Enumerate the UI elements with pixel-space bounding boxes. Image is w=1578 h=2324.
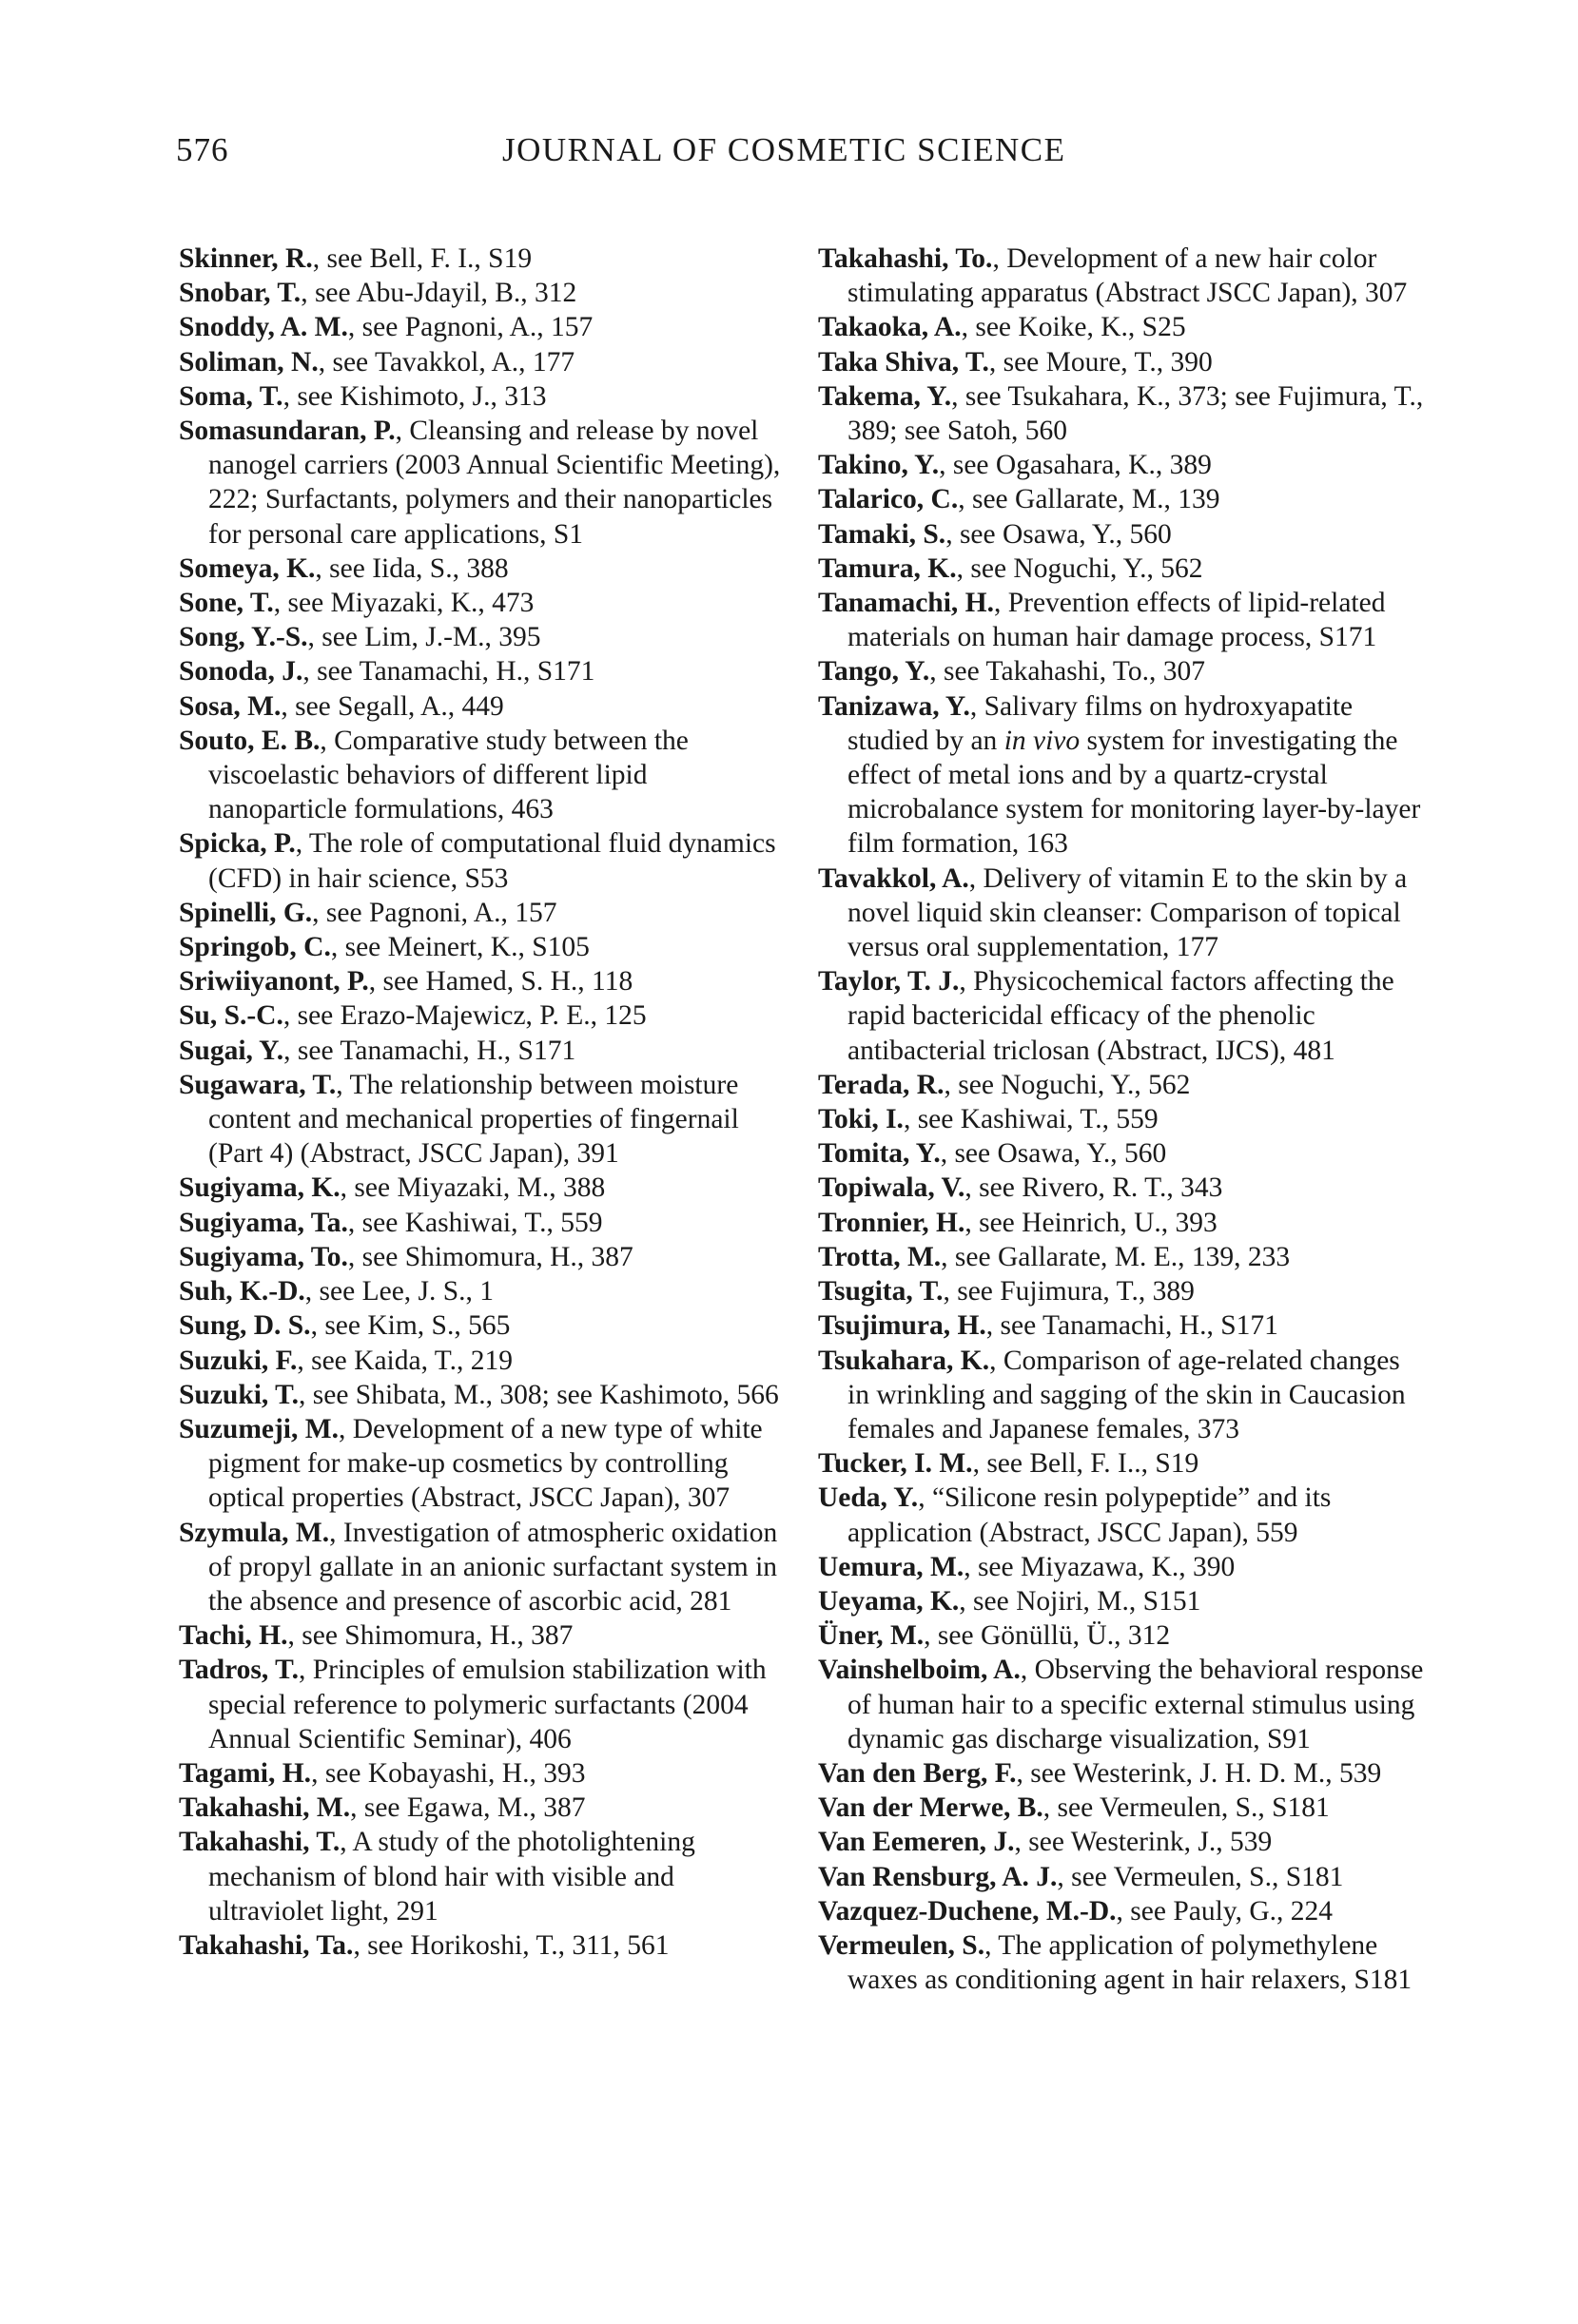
index-entry	[818, 1171, 1427, 1205]
author-name: Suh, K.-D.	[179, 1276, 305, 1307]
author-name: Tachi, H.	[179, 1620, 288, 1652]
author-name: Suzumeji, M.	[179, 1413, 339, 1444]
author-name: Tomita, Y.	[818, 1138, 941, 1170]
entry-text: , see Shibata, M., 308; see Kashimoto, 566	[299, 1379, 779, 1410]
author-name: Takahashi, To.	[818, 243, 993, 274]
entry-text: , see Erazo-Majewicz, P. E., 125	[282, 1000, 647, 1032]
author-name: Tango, Y.	[818, 656, 930, 688]
index-entry	[179, 1825, 788, 1928]
entry-text: , see Pagnoni, A., 157	[347, 312, 594, 343]
author-name: Someya, K.	[179, 552, 316, 584]
author-name: Takahashi, Ta.	[179, 1929, 354, 1961]
author-name: Takema, Y.	[818, 380, 952, 412]
entry-text: , Observing the behavioral response of human hair to a specific external stimulus using dynamic gas discharge visualization, S91	[847, 1655, 1424, 1754]
index-entry	[179, 930, 788, 964]
author-name: Terada, R.	[818, 1069, 945, 1100]
index-entry	[818, 1928, 1427, 1997]
index-entry	[818, 379, 1427, 448]
entry-text: , see Pauly, G., 224	[1116, 1895, 1334, 1927]
index-entry	[818, 1825, 1427, 1859]
index-entry	[179, 1928, 788, 1963]
author-name: Spicka, P.	[179, 828, 296, 860]
index-entry	[179, 310, 788, 344]
entry-text: , see Gallarate, M. E., 139, 233	[941, 1241, 1291, 1272]
index-entry	[818, 586, 1427, 654]
index-entry	[818, 1791, 1427, 1825]
entry-text: , see Tanamachi, H., S171	[283, 1035, 576, 1066]
page-number: 576	[176, 131, 229, 168]
entry-text: , see Egawa, M., 387	[350, 1792, 586, 1824]
entry-text: , see Vermeulen, S., S181	[1042, 1792, 1330, 1824]
entry-text: , see Kim, S., 565	[310, 1310, 511, 1342]
author-name: Tsugita, T.	[818, 1276, 944, 1307]
author-name: Takahashi, T.	[179, 1827, 341, 1858]
author-name: Sung, D. S.	[179, 1310, 311, 1342]
index-entry	[818, 552, 1427, 586]
author-name: Sone, T.	[179, 588, 274, 619]
index-entry	[179, 1378, 788, 1412]
author-name: Tagami, H.	[179, 1757, 312, 1789]
entry-text: , see Miyazawa, K., 390	[964, 1551, 1236, 1582]
entry-text: , see Ogasahara, K., 389	[939, 450, 1212, 481]
index-entry	[818, 1206, 1427, 1240]
author-name: Tamaki, S.	[818, 518, 946, 550]
index-column-right	[818, 242, 1427, 1997]
author-name: Tsujimura, H.	[818, 1310, 986, 1342]
author-name: Tanizawa, Y.	[818, 690, 970, 722]
author-name: Skinner, R.	[179, 243, 313, 274]
author-name: Suzuki, F.	[179, 1345, 298, 1376]
entry-text: , see Lee, J. S., 1	[304, 1276, 495, 1307]
entry-text: , see Takahashi, To., 307	[929, 656, 1205, 688]
index-entry	[818, 1068, 1427, 1102]
author-name: Toki, I.	[818, 1104, 904, 1135]
author-name: Van den Berg, F.	[818, 1757, 1017, 1789]
author-name: Takino, Y.	[818, 450, 940, 481]
entry-text: , Investigation of atmospheric oxidation of propyl gallate in an anionic surfactant system in the absence and presence of ascorbic acid, 281	[208, 1517, 778, 1617]
author-name: Trotta, M.	[818, 1241, 942, 1272]
index-entry	[818, 482, 1427, 516]
author-name: Snobar, T.	[179, 278, 302, 309]
entry-text: , see Moure, T., 390	[988, 346, 1213, 378]
entry-text: , see Fujimura, T., 389	[943, 1276, 1195, 1307]
entry-text: , Physicochemical factors affecting the rapid bactericidal efficacy of the phenolic antibacterial triclosan (Abstract, IJCS), 481	[847, 966, 1394, 1066]
author-name: Tsukahara, K.	[818, 1345, 990, 1376]
index-entry	[179, 1756, 788, 1791]
author-name: Vermeulen, S.	[818, 1929, 985, 1961]
index-entry	[818, 1274, 1427, 1308]
entry-text: , Comparative study between the viscoelastic behaviors of different lipid nanoparticle formulations, 463	[208, 725, 689, 825]
entry-text: , see Osawa, Y., 560	[940, 1138, 1167, 1170]
author-name: Takaoka, A.	[818, 312, 962, 343]
author-name: Taylor, T. J.	[818, 966, 960, 997]
author-name: Talarico, C.	[818, 484, 959, 515]
author-name: Van Eemeren, J.	[818, 1827, 1015, 1858]
author-name: Uemura, M.	[818, 1551, 964, 1582]
entry-text: , see Bell, F. I., S19	[312, 243, 533, 274]
index-entry	[179, 1791, 788, 1825]
index-entry	[818, 242, 1427, 310]
index-entry	[179, 1068, 788, 1172]
index-entry	[818, 1550, 1427, 1584]
index-entry	[179, 1516, 788, 1619]
index-entry	[818, 1240, 1427, 1274]
entry-text: , see Kaida, T., 219	[297, 1345, 514, 1376]
index-entry	[818, 1136, 1427, 1171]
index-entry	[179, 1412, 788, 1516]
index-entry	[179, 1034, 788, 1068]
author-name: Su, S.-C.	[179, 1000, 283, 1032]
index-entry	[179, 1653, 788, 1756]
index-entry	[179, 345, 788, 379]
entry-text: , see Shimomura, H., 387	[287, 1620, 574, 1652]
author-name: Taka Shiva, T.	[818, 346, 989, 378]
index-entry	[179, 724, 788, 827]
index-entry	[179, 552, 788, 586]
index-entry	[179, 242, 788, 276]
entry-text: , The relationship between moisture content and mechanical properties of fingernail (Part 4) (Abstract, JSCC Japan), 391	[208, 1069, 739, 1170]
entry-text: , see Pagnoni, A., 157	[312, 897, 557, 928]
index-entry	[179, 1308, 788, 1343]
index-entry	[818, 1653, 1427, 1756]
entry-text: , see Hamed, S. H., 118	[368, 966, 633, 997]
entry-text: , see Westerink, J. H. D. M., 539	[1016, 1757, 1382, 1789]
entry-text: , see Tanamachi, H., S171	[985, 1310, 1278, 1342]
entry-text: , The role of computational fluid dynamics (CFD) in hair science, S53	[208, 828, 776, 894]
index-entry	[818, 1756, 1427, 1791]
entry-text: , see Kashiwai, T., 559	[903, 1104, 1159, 1135]
index-entry	[179, 414, 788, 552]
index-entry	[179, 1274, 788, 1308]
author-name: Takahashi, M.	[179, 1792, 351, 1824]
author-name: Sugawara, T.	[179, 1069, 337, 1100]
author-name: Sriwiiyanont, P.	[179, 966, 369, 997]
author-name: Somasundaran, P.	[179, 416, 396, 447]
index-entry	[179, 1171, 788, 1205]
author-name: Sugai, Y.	[179, 1035, 284, 1066]
entry-text: , see Segall, A., 449	[281, 690, 504, 722]
entry-text: , Cleansing and release by novel nanogel carriers (2003 Annual Scientific Meeting), 222; Surfactants, polymers and their nanoparticles for personal care applications, S1	[208, 416, 781, 550]
index-entry	[818, 1860, 1427, 1894]
index-entry	[818, 1584, 1427, 1618]
index-entry	[818, 689, 1427, 862]
author-name: Tavakkol, A.	[818, 862, 969, 894]
entry-text: , A study of the photolightening mechanism of blond hair with visible and ultraviolet light, 291	[208, 1827, 695, 1927]
index-entry	[818, 1308, 1427, 1343]
index-entry	[179, 1240, 788, 1274]
author-name: Sugiyama, Ta.	[179, 1207, 348, 1238]
entry-text: , see Kishimoto, J., 313	[282, 380, 547, 412]
index-entry	[179, 964, 788, 998]
author-name: Szymula, M.	[179, 1517, 330, 1548]
index-entry	[179, 896, 788, 930]
index-entry	[818, 1102, 1427, 1136]
author-name: Tamura, K.	[818, 552, 957, 584]
entry-text: , see Gönüllü, Ü., 312	[924, 1620, 1171, 1652]
index-entry	[179, 586, 788, 620]
entry-text: , see Horikoshi, T., 311, 561	[353, 1929, 670, 1961]
author-name: Üner, M.	[818, 1620, 925, 1652]
entry-text: , see Abu-Jdayil, B., 312	[301, 278, 577, 309]
index-entry	[818, 1894, 1427, 1928]
entry-text: , Salivary films on hydroxyapatite studied by an in vivo system for investigating the effect of metal ions and by a quartz-crystal microbalance system for monitoring layer-by-layer film formation, 163	[847, 690, 1421, 860]
index-entry	[179, 654, 788, 688]
author-name: Soma, T.	[179, 380, 283, 412]
entry-text: , Development of a new type of white pigment for make-up cosmetics by controlling optical properties (Abstract, JSCC Japan), 307	[208, 1413, 763, 1514]
entry-text: , see Miyazaki, M., 388	[340, 1172, 606, 1204]
author-name: Tadros, T.	[179, 1655, 299, 1686]
author-name: Sugiyama, To.	[179, 1241, 348, 1272]
author-name: Springob, C.	[179, 932, 331, 963]
entry-text: , see Noguchi, Y., 562	[944, 1069, 1191, 1100]
entry-text: , Principles of emulsion stabilization with special reference to polymeric surfactants (2004 Annual Scientific Seminar), 406	[208, 1655, 767, 1754]
author-name: Ueyama, K.	[818, 1585, 960, 1617]
running-title: JOURNAL OF COSMETIC SCIENCE	[502, 131, 1066, 168]
entry-text: , “Silicone resin polypeptide” and its application (Abstract, JSCC Japan), 559	[847, 1482, 1332, 1548]
index-entry	[818, 310, 1427, 344]
entry-text: , Prevention effects of lipid-related materials on human hair damage process, S171	[847, 588, 1386, 653]
author-name: Snoddy, A. M.	[179, 312, 348, 343]
index-entry	[818, 517, 1427, 552]
entry-text: , see Noguchi, Y., 562	[956, 552, 1203, 584]
author-name: Vazquez-Duchene, M.-D.	[818, 1895, 1117, 1927]
author-name: Tronnier, H.	[818, 1207, 965, 1238]
author-name: Souto, E. B.	[179, 725, 321, 756]
entry-text: , see Miyazaki, K., 473	[273, 588, 535, 619]
entry-text: , The application of polymethylene waxes as conditioning agent in hair relaxers, S181	[847, 1929, 1412, 1996]
page-header	[0, 131, 1578, 179]
entry-text: , see Lim, J.-M., 395	[307, 622, 541, 653]
author-name: Tucker, I. M.	[818, 1448, 973, 1480]
index-entry	[179, 1344, 788, 1378]
entry-text: , see Kobayashi, H., 393	[311, 1757, 586, 1789]
entry-text: , see Iida, S., 388	[315, 552, 509, 584]
entry-text: , see Nojiri, M., S151	[959, 1585, 1201, 1617]
entry-text: , see Tavakkol, A., 177	[318, 346, 575, 378]
index-entry	[179, 1206, 788, 1240]
entry-text: , see Tanamachi, H., S171	[302, 656, 595, 688]
entry-text: , Comparison of age-related changes in wrinkling and sagging of the skin in Caucasion females and Japanese females, 373	[847, 1345, 1406, 1444]
entry-text: , see Koike, K., S25	[961, 312, 1186, 343]
index-entry	[179, 1618, 788, 1653]
index-entry	[818, 1618, 1427, 1653]
index-entry	[818, 1481, 1427, 1549]
entry-text: , Delivery of vitamin E to the skin by a novel liquid skin cleanser: Comparison of topical versus oral supplementation, 177	[847, 862, 1408, 963]
index-entry	[179, 276, 788, 310]
entry-text: , see Heinrich, U., 393	[964, 1207, 1218, 1238]
entry-text: , see Tsukahara, K., 373; see Fujimura, T., 389; see Satoh, 560	[847, 380, 1424, 447]
index-entry	[818, 964, 1427, 1068]
author-name: Topiwala, V.	[818, 1172, 965, 1204]
index-entry	[818, 345, 1427, 379]
index-entry	[179, 826, 788, 895]
author-name: Sugiyama, K.	[179, 1172, 341, 1204]
entry-text: , see Gallarate, M., 139	[958, 484, 1220, 515]
author-name: Vainshelboim, A.	[818, 1655, 1021, 1686]
index-entry	[179, 620, 788, 654]
author-name: Sosa, M.	[179, 690, 282, 722]
index-entry	[818, 1446, 1427, 1481]
author-name: Sonoda, J.	[179, 656, 303, 688]
entry-text: , see Rivero, R. T., 343	[964, 1172, 1223, 1204]
entry-text: , see Osawa, Y., 560	[945, 518, 1172, 550]
entry-text: , see Kashiwai, T., 559	[347, 1207, 603, 1238]
index-entry	[179, 998, 788, 1033]
author-name: Song, Y.-S.	[179, 622, 308, 653]
index-entry	[818, 862, 1427, 965]
author-name: Suzuki, T.	[179, 1379, 299, 1410]
entry-text: , see Vermeulen, S., S181	[1057, 1861, 1344, 1892]
author-name: Tanamachi, H.	[818, 588, 994, 619]
entry-text: , see Bell, F. I.., S19	[972, 1448, 1199, 1480]
entry-text: , Development of a new hair color stimulating apparatus (Abstract JSCC Japan), 307	[847, 243, 1408, 309]
author-name: Soliman, N.	[179, 346, 319, 378]
index-entry	[179, 379, 788, 414]
entry-text: , see Westerink, J., 539	[1014, 1827, 1273, 1858]
author-name: Van Rensburg, A. J.	[818, 1861, 1058, 1892]
index-entry	[818, 1344, 1427, 1447]
index-column-left	[179, 242, 788, 1963]
entry-text: , see Shimomura, H., 387	[347, 1241, 633, 1272]
index-entry	[179, 689, 788, 724]
author-name: Ueda, Y.	[818, 1482, 919, 1514]
index-entry	[818, 448, 1427, 482]
author-name: Van der Merwe, B.	[818, 1792, 1043, 1824]
index-entry	[818, 654, 1427, 688]
entry-text: , see Meinert, K., S105	[330, 932, 590, 963]
author-name: Spinelli, G.	[179, 897, 313, 928]
